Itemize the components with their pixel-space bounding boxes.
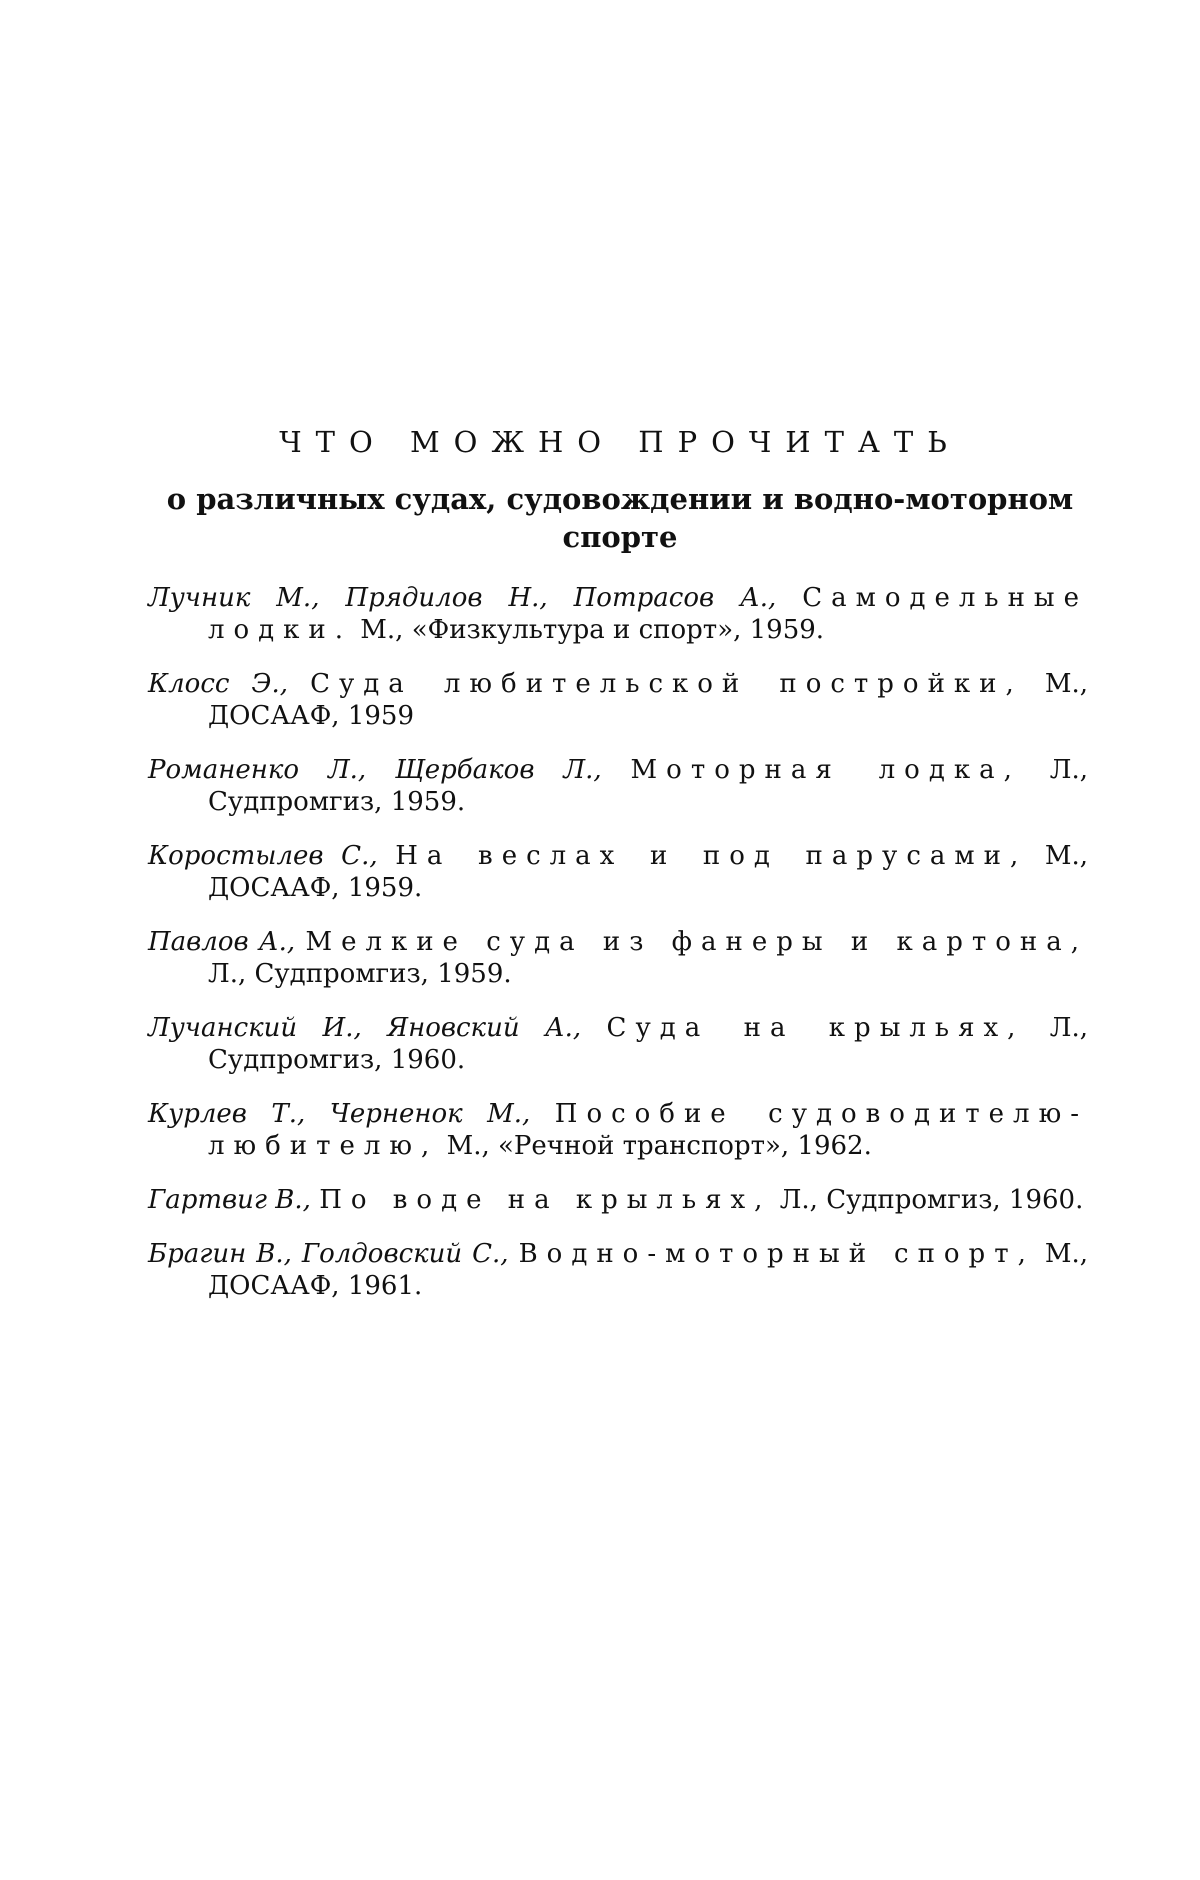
entry-title: Водно-моторный спорт, xyxy=(518,1239,1035,1269)
entry-title: На веслах и под парусами, xyxy=(395,841,1028,871)
bibliography-entry xyxy=(148,1238,1088,1302)
bibliography-entry xyxy=(148,668,1088,732)
page-subheading: о различных судах, судовождении и водно-моторном спорте xyxy=(166,482,1074,554)
bibliography-entry xyxy=(148,1012,1088,1076)
bibliography-list xyxy=(148,582,1088,1324)
bibliography-entry xyxy=(148,582,1088,646)
entry-imprint: М., «Речной транспорт», 1962. xyxy=(446,1131,872,1161)
entry-authors: Курлев Т., Черненок М., xyxy=(148,1099,531,1129)
entry-title: Пособие судоводителю-любителю, xyxy=(208,1099,1088,1161)
entry-authors: Коростылев С., xyxy=(148,841,378,871)
bibliography-entry xyxy=(148,1098,1088,1162)
bibliography-entry xyxy=(148,840,1088,904)
entry-imprint: Л., Судпромгиз, 1959. xyxy=(208,755,1089,817)
page-heading: ЧТО МОЖНО ПРОЧИТАТЬ xyxy=(279,425,961,459)
entry-title: Суда любительской постройки, xyxy=(310,669,1023,699)
entry-imprint: Л., Судпромгиз, 1959. xyxy=(208,959,512,989)
entry-imprint: Л., Судпромгиз, 1960. xyxy=(779,1185,1084,1215)
entry-title: Суда на крыльях, xyxy=(606,1013,1025,1043)
entry-authors: Павлов А., xyxy=(148,927,296,957)
entry-authors: Лучанский И., Яновский А., xyxy=(148,1013,582,1043)
entry-title: По воде на крыльях, xyxy=(319,1185,772,1215)
entry-imprint: М., ДОСААФ, 1959. xyxy=(208,841,1089,903)
entry-authors: Романенко Л., Щербаков Л., xyxy=(148,755,602,785)
entry-imprint: М., ДОСААФ, 1961. xyxy=(208,1239,1089,1301)
entry-title: Моторная лодка, xyxy=(630,755,1021,785)
bibliography-entry xyxy=(148,926,1088,990)
entry-title: Самодельные лодки. xyxy=(208,583,1088,645)
entry-authors: Гартвиг В., xyxy=(148,1185,311,1215)
bibliography-entry xyxy=(148,754,1088,818)
bibliography-entry xyxy=(148,1184,1088,1216)
entry-title: Мелкие суда из фанеры и картона, xyxy=(305,927,1089,957)
entry-imprint: М., «Физкультура и спорт», 1959. xyxy=(360,615,825,645)
entry-imprint: М., ДОСААФ, 1959 xyxy=(208,669,1089,731)
entry-authors: Лучник М., Прядилов Н., Потрасов А., xyxy=(148,583,777,613)
entry-authors: Клосс Э., xyxy=(148,669,288,699)
entry-authors: Брагин В., Голдовский С., xyxy=(148,1239,509,1269)
entry-imprint: Л., Судпромгиз, 1960. xyxy=(208,1013,1089,1075)
